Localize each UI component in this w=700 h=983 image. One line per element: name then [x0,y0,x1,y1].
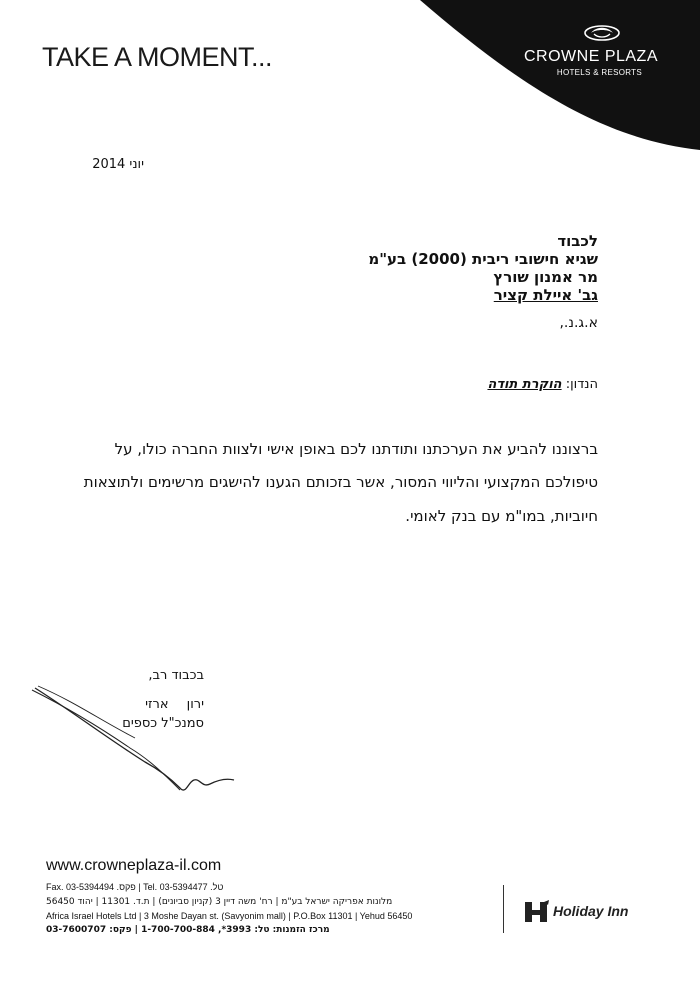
footer-address-english: Africa Israel Hotels Ltd | 3 Moshe Dayan st. (Savyonim mall) | P.O.Box 11301 | Yehud 56450 [46,911,413,921]
holiday-inn-h-icon [523,900,551,924]
closing: בכבוד רב, [148,668,204,683]
brand-corner-swoosh [380,0,700,150]
letter-date: יוני 2014 [92,157,144,172]
brand-subtitle: HOTELS & RESORTS [556,68,642,77]
signer-title: סמנכ"ל כספים [122,716,204,731]
footer-reservations: מרכז הזמנות: טל: 3993*, 1-700-700-884 | פקס: 03-7600707 [46,925,330,935]
recipient-person-2: גב' איילת קציר [493,286,598,304]
footer-address-hebrew: מלונות אפריקה ישראל בע"מ | רח' משה דיין 3 (קניון סביונים) | ת.ד. 11301 | יהוד 56450 [46,897,393,907]
crowne-plaza-emblem-icon [582,23,622,43]
body-line-3: חיוביות, במו"מ עם בנק לאומי. [405,507,598,525]
footer-divider [503,885,504,933]
brand-name: CROWNE PLAZA [523,48,658,65]
body-line-2: טיפולכם המקצועי והליווי המסור, אשר בזכותם הגענו להישגים מרשימים ולתוצאות [83,473,598,491]
subject-text: הוקרת תודה [487,377,562,392]
signer-name: ירון ארזי [145,697,204,712]
body-line-1: ברצוננו להביע את הערכתנו ותודתנו לכם באופן אישי ולצוות החברה כולו, על [114,440,598,458]
recipient-person: מר אמנון שורץ [493,268,598,286]
recipient-company: שגיא חישובי ריבית (2000) בע"מ [368,250,598,268]
subject-line [487,377,598,392]
holiday-inn-logo: Holiday Inn [553,903,629,919]
greeting: א.ג.נ., [559,315,598,331]
website-link[interactable]: www.crowneplaza-il.com [46,857,222,874]
subject-label: הנדון: [565,377,598,392]
footer-contact: Fax. 03-5394494 .פקס | Tel. 03-5394477 .טל [46,882,224,892]
signature-scribble [30,680,245,820]
page-tagline: TAKE A MOMENT... [42,42,273,72]
recipient-label: לכבוד [557,232,598,250]
